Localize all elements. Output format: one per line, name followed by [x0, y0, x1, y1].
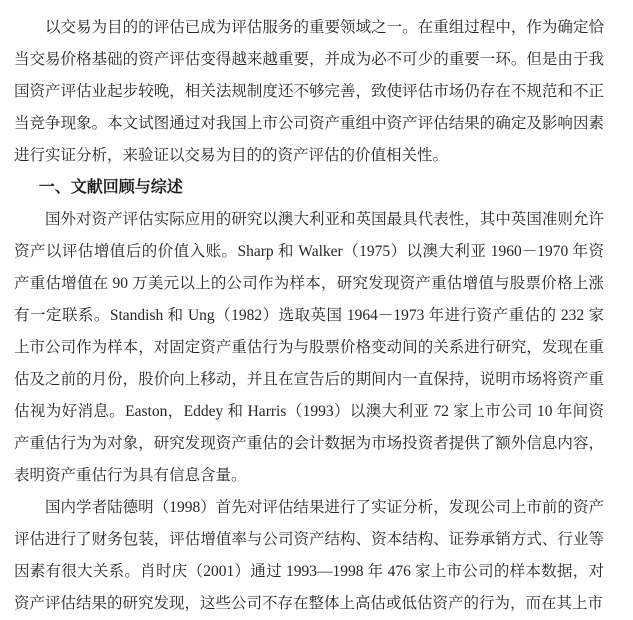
paragraph-intro: 以交易为目的的评估已成为评估服务的重要领域之一。在重组过程中，作为确定恰当交易价格基础的资产评估变得越来越重要，并成为必不可少的重要一环。但是由于我国资产评估业起步较晚，相关法规制度还不够完善，致使评估市场仍存在不规范和不正当竞争现象。本文试图通过对我国上市公司资产重组中资产评估结果的确定及影响因素进行实证分析，来验证以交易为目的的资产评估的价值相关性。	[14, 19, 604, 164]
paragraph-foreign-literature: 国外对资产评估实际应用的研究以澳大利亚和英国最具代表性，其中英国准则允许资产以评估增值后的价值入账。Sharp 和 Walker（1975）以澳大利亚 1960－1970 年资产重估增值在 90 万美元以上的公司作为样本，研究发现资产重估增值与股票价格上涨有一定联系。Standish 和 Ung（1982）选取英国 1964－1973 年进行资产重估的 232 家上市公司作为样本，对固定资产重估行为与股票价格变动间的关系进行研究，发现在重估及之前的月份，股价向上移动，并且在宣告后的期间内一直保持，说明市场将资产重估视为好消息。Easton，Eddey 和 Harris（1993）以澳大利亚 72 家上市公司 10 年间资产重估行为为对象，研究发现资产重估的会计数据为市场投资者提供了额外信息内容，表明资产重估行为具有信息含量。	[14, 211, 604, 484]
section-heading-literature-review: 一、文献回顾与综述	[38, 179, 183, 196]
paragraph-domestic-literature: 国内学者陆德明（1998）首先对评估结果进行了实证分析，发现公司上市前的资产评估进行了财务包装，评估增值率与公司资产结构、资本结构、证券承销方式、行业等因素有很大关系。肖时庆（2001）通过 1993—1998 年 476 家上市公司的样本数据，对资产评估结果的研究发现，这些公司不存在整体上高估或低估资产的行为，而在其上市	[14, 499, 604, 612]
